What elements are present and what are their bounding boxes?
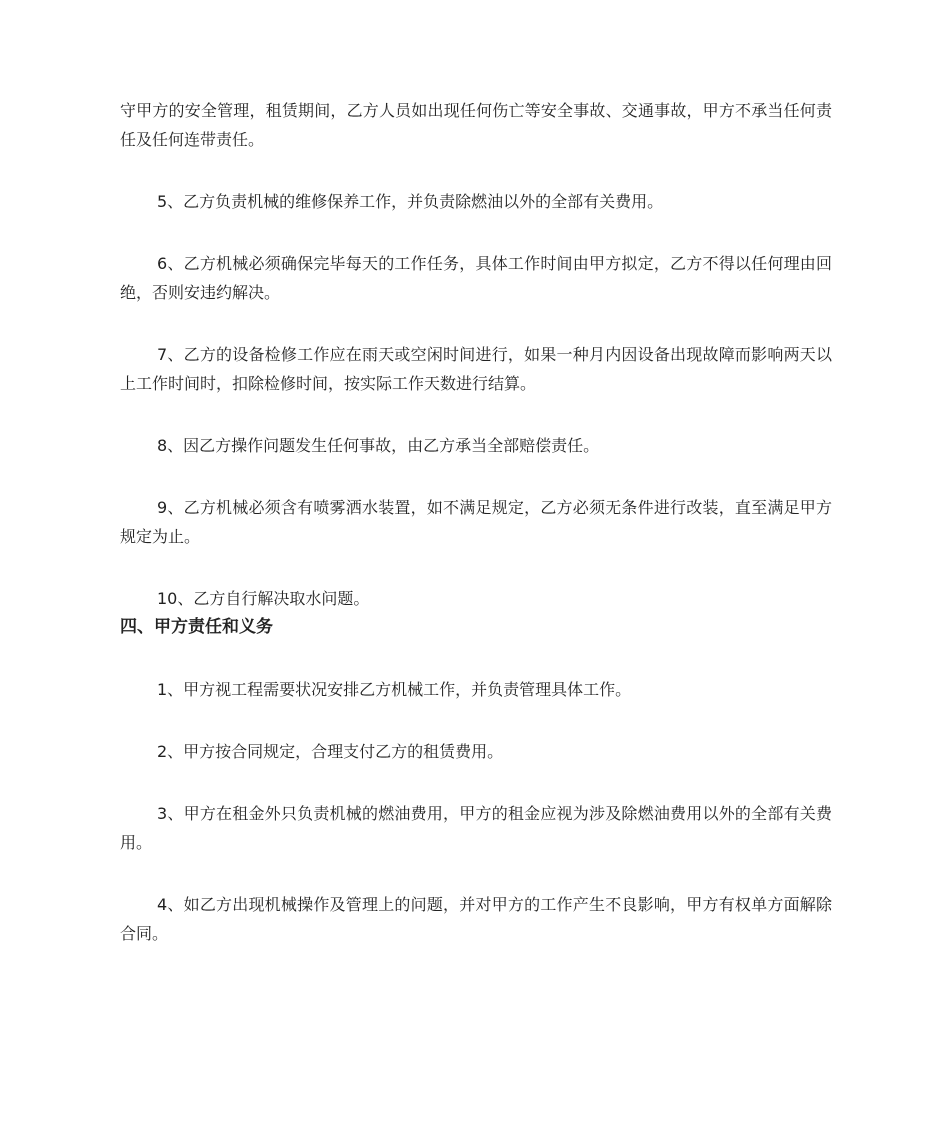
section4-clause-2: 2、甲方按合同规定，合理支付乙方的租赁费用。 [157, 742, 504, 761]
clause-7: 7、乙方的设备检修工作应在雨天或空闲时间进行，如果一种月内因设备出现故障而影响两天以上工作时间时，扣除检修时间，按实际工作天数进行结算。 [120, 345, 832, 393]
clause-6: 6、乙方机械必须确保完毕每天的工作任务，具体工作时间由甲方拟定，乙方不得以任何理由回绝，否则安违约解决。 [120, 254, 832, 302]
section4-clause-4: 4、如乙方出现机械操作及管理上的问题，并对甲方的工作产生不良影响，甲方有权单方面解除合同。 [120, 895, 832, 943]
document-page [120, 96, 832, 948]
clause-5: 5、乙方负责机械的维修保养工作，并负责除燃油以外的全部有关费用。 [157, 192, 664, 211]
clause-8: 8、因乙方操作问题发生任何事故，由乙方承当全部赔偿责任。 [157, 436, 600, 455]
clause-9: 9、乙方机械必须含有喷雾洒水装置，如不满足规定，乙方必须无条件进行改装，直至满足甲方规定为止。 [120, 498, 832, 546]
clause-10: 10、乙方自行解决取水问题。 [157, 589, 370, 608]
continuation-paragraph: 守甲方的安全管理，租赁期间，乙方人员如出现任何伤亡等安全事故、交通事故，甲方不承当任何责任及任何连带责任。 [120, 101, 832, 149]
section4-clause-1: 1、甲方视工程需要状况安排乙方机械工作，并负责管理具体工作。 [157, 680, 632, 699]
section4-clause-3: 3、甲方在租金外只负责机械的燃油费用，甲方的租金应视为涉及除燃油费用以外的全部有关费用。 [120, 804, 832, 852]
section-heading: 四、甲方责任和义务 [120, 617, 273, 637]
